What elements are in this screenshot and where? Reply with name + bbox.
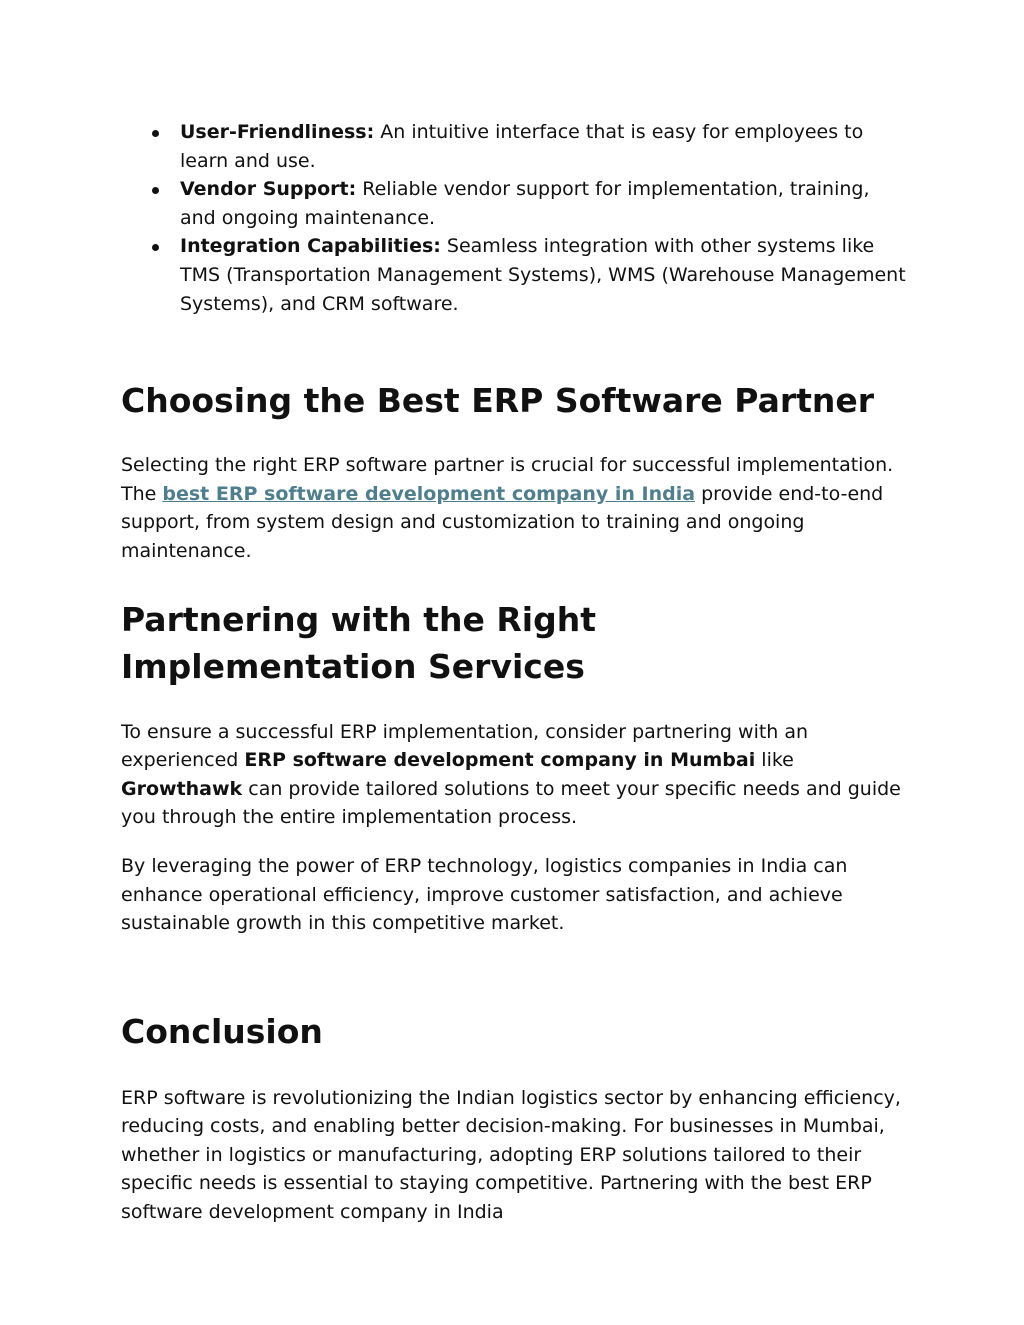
heading-conclusion: Conclusion xyxy=(121,1011,323,1051)
list-item-term: Vendor Support: xyxy=(180,178,357,201)
list-item-text: Seamless integration with other systems like TMS (Transportation Management Systems), WMS (Warehouse Management Systems), and CRM software. xyxy=(180,235,906,315)
paragraph-leveraging: By leveraging the power of ERP technology, logistics companies in India can enhance operational efficiency, improve customer satisfaction, and achieve sustainable growth in this competitive market. xyxy=(121,854,848,935)
best-erp-company-link[interactable]: best ERP software development company in India xyxy=(162,482,696,505)
paragraph-text: like xyxy=(755,749,794,772)
list-item-text: Reliable vendor support for implementation, training, and ongoing maintenance. xyxy=(180,178,870,229)
paragraph-text: Selecting the right ERP software partner is crucial for successful implementation. The xyxy=(121,454,894,505)
list-item-term: User-Friendliness: xyxy=(180,121,375,143)
bold-phrase: ERP software development company in Mumbai xyxy=(244,749,756,772)
paragraph-text: To ensure a successful ERP implementation, consider partnering with an experienced xyxy=(121,720,809,772)
list-item xyxy=(121,232,911,318)
list-item xyxy=(121,175,911,232)
heading-choosing-partner: Choosing the Best ERP Software Partner xyxy=(121,381,875,421)
list-item-text: An intuitive interface that is easy for employees to learn and use. xyxy=(180,121,864,172)
paragraph-conclusion: ERP software is revolutionizing the Indian logistics sector by enhancing efficiency, reducing costs, and enabling better decision-making. For businesses in Mumbai, whether in logistics or manufacturing, adopting ERP solutions tailored to their specific needs is essential to staying competitive. Partnering with the best ERP software development company in India xyxy=(121,1086,901,1224)
bullet-icon xyxy=(152,244,159,251)
criteria-list xyxy=(121,118,911,318)
heading-line: Implementation Services xyxy=(121,646,585,686)
list-item-term: Integration Capabilities: xyxy=(180,235,441,258)
heading-partnering xyxy=(121,596,911,690)
company-name: Growthawk xyxy=(121,777,243,800)
paragraph-text: provide end-to-end support, from system design and customization to training and ongoing maintenance. xyxy=(121,482,884,562)
heading-line: Partnering with the Right xyxy=(121,599,596,639)
bullet-icon xyxy=(152,130,159,137)
document-body xyxy=(121,118,911,1227)
bullet-icon xyxy=(152,187,159,194)
paragraph-ensure-success xyxy=(121,718,911,832)
paragraph-text: can provide tailored solutions to meet your specific needs and guide you through the entire implementation process. xyxy=(121,777,901,829)
list-item xyxy=(121,118,911,175)
paragraph-selecting-partner xyxy=(121,451,911,565)
